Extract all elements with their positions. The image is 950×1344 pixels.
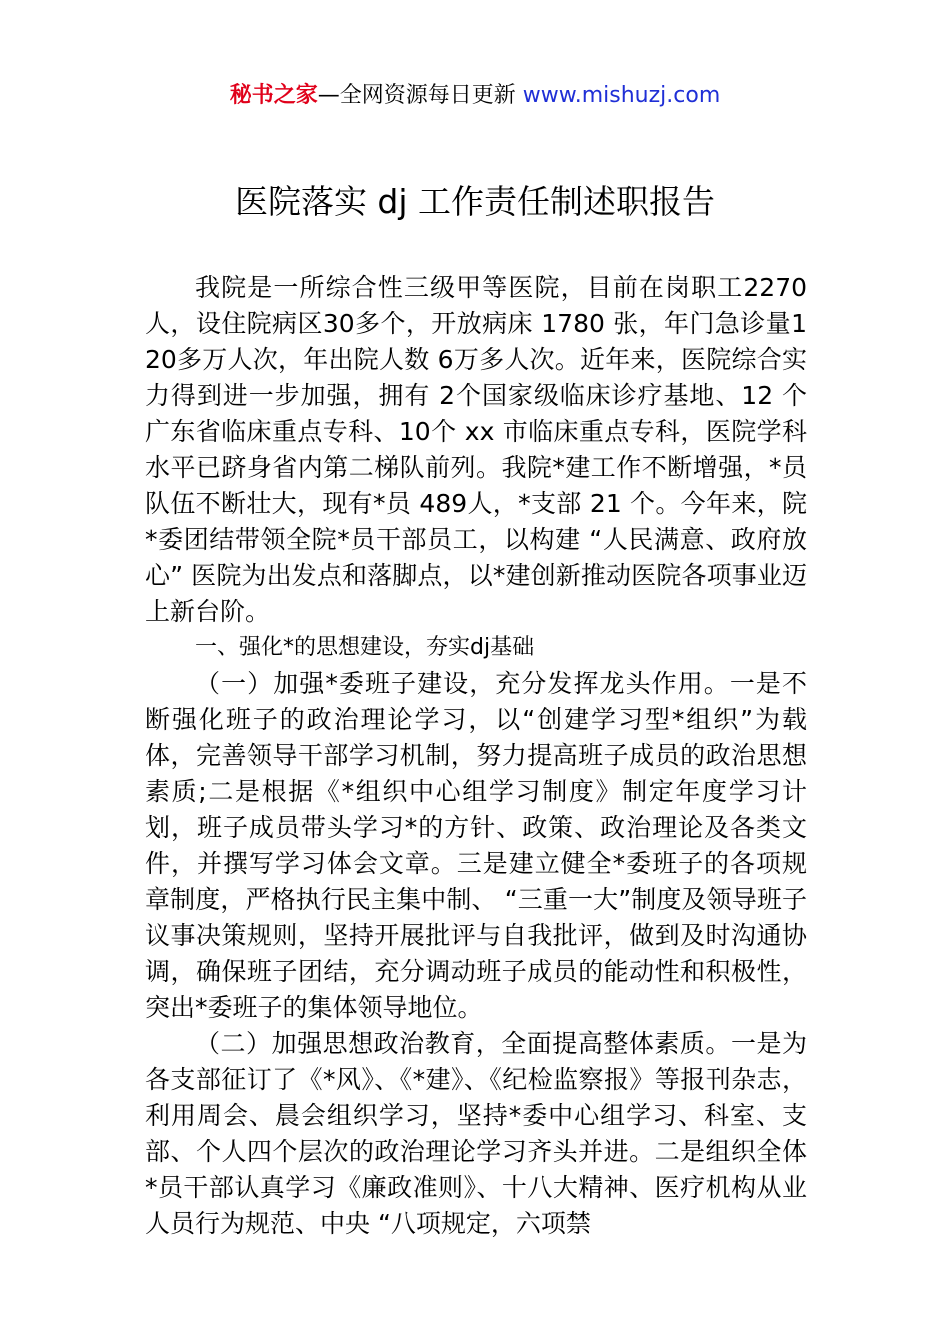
site-header bbox=[0, 80, 950, 112]
brand-name: 秘书之家 bbox=[229, 83, 318, 108]
intro-paragraph: 我院是一所综合性三级甲等医院，目前在岗职工2270人，设住院病区30多个，开放病床 1780 张，年门急诊量120多万人次，年出院人数 6万多人次。近年来，医院综合实力得到进一步加强，拥有 2个国家级临床诊疗基地、12 个广东省临床重点专科、10个 xx 市临床重点专科，医院学科水平已跻身省内第二梯队前列。我院*建工作不断增强，*员队伍不断壮大，现有*员 489人，*支部 21 个。今年来，院*委团结带领全院*员干部员工，以构建 “人民满意、政府放心” 医院为出发点和落脚点，以*建创新推动医院各项事业迈上新台阶。 bbox=[145, 273, 807, 626]
subsection-paragraph-2: （二）加强思想政治教育，全面提高整体素质。一是为各支部征订了《*风》、《*建》、《纪检监察报》等报刊杂志，利用周会、晨会组织学习，坚持*委中心组学习、科室、支部、个人四个层次的政治理论学习齐头并进。二是组织全体*员干部认真学习《廉政准则》、十八大精神、医疗机构从业人员行为规范、中央 “八项规定，六项禁 bbox=[145, 1029, 807, 1238]
header-tagline: —全网资源每日更新 bbox=[317, 83, 523, 108]
document-title: 医院落实 dj 工作责任制述职报告 bbox=[234, 182, 716, 221]
site-url-link[interactable]: www.mishuzj.com bbox=[522, 83, 721, 108]
section-heading: 一、强化*的思想建设，夯实dj基础 bbox=[195, 635, 535, 660]
document-body bbox=[145, 270, 807, 1242]
subsection-paragraph-1: （一）加强*委班子建设，充分发挥龙头作用。一是不断强化班子的政治理论学习，以“创建学习型*组织”为载体，完善领导干部学习机制，努力提高班子成员的政治思想素质;二是根据《*组织中心组学习制度》制定年度学习计划，班子成员带头学习*的方针、政策、政治理论及各类文件，并撰写学习体会文章。三是建立健全*委班子的各项规章制度，严格执行民主集中制、 “三重一大”制度及领导班子议事决策规则，坚持开展批评与自我批评，做到及时沟通协调，确保班子团结，充分调动班子成员的能动性和积极性，突出*委班子的集体领导地位。 bbox=[145, 669, 807, 1022]
